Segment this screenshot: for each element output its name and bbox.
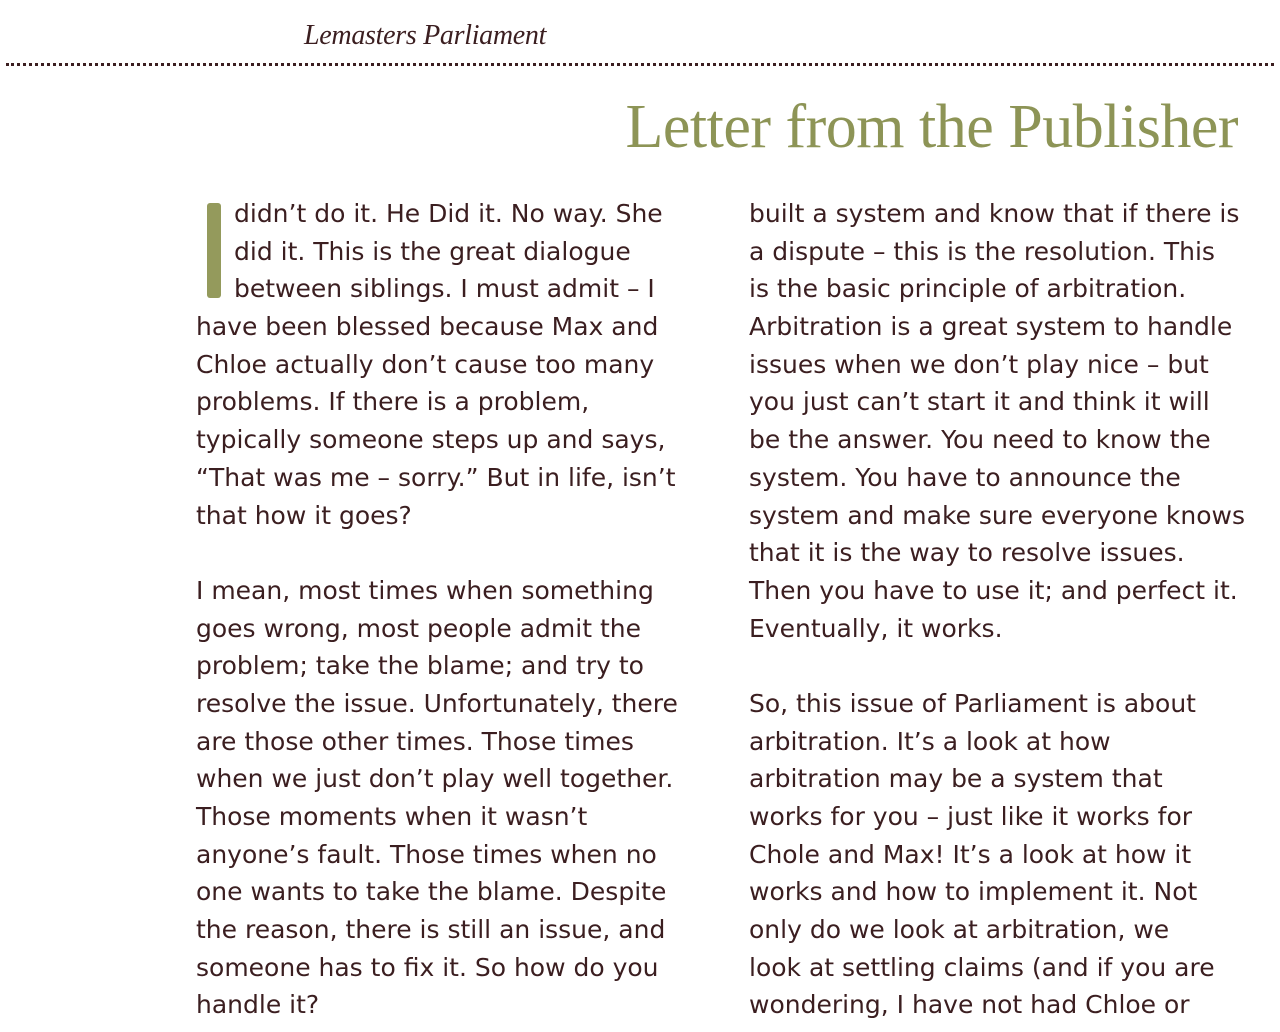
right-column <box>749 195 1249 1024</box>
text-line: system. You have to announce the <box>749 462 1181 492</box>
text-line: problems. If there is a problem, <box>196 387 590 417</box>
paragraph-gap <box>749 647 1249 685</box>
text-line: only do we look at arbitration, we <box>749 915 1170 945</box>
text-line: Arbitration is a great system to handle <box>749 312 1233 342</box>
text-line: arbitration. It’s a look at how <box>749 726 1111 756</box>
text-line: you just can’t start it and think it will <box>749 387 1210 417</box>
text-line: Chole and Max! It’s a look at how it <box>749 839 1192 869</box>
text-line: goes wrong, most people admit the <box>196 613 641 643</box>
text-line: between siblings. I must admit – I <box>234 274 655 304</box>
text-line: typically someone steps up and says, <box>196 425 666 455</box>
text-line: look at settling claims (and if you are <box>749 952 1215 982</box>
text-line: be the answer. You need to know the <box>749 425 1211 455</box>
text-line: Chloe actually don’t cause too many <box>196 349 655 379</box>
page-title: Letter from the Publisher <box>625 93 1238 161</box>
text-line: issues when we don’t play nice – but <box>749 349 1209 379</box>
text-line: Then you have to use it; and perfect it. <box>749 575 1238 605</box>
text-line: the reason, there is still an issue, and <box>196 915 666 945</box>
text-line: Those moments when it wasn’t <box>196 802 588 831</box>
text-line: that how it goes? <box>196 500 412 530</box>
text-line: a dispute – this is the resolution. This <box>749 236 1215 266</box>
text-line: works for you – just like it works for <box>749 802 1193 831</box>
dotted-divider <box>6 63 1274 66</box>
text-line: have been blessed because Max and <box>196 312 659 342</box>
text-line: resolve the issue. Unfortunately, there <box>196 688 678 718</box>
left-column <box>196 195 696 1024</box>
text-line: So, this issue of Parliament is about <box>749 688 1196 718</box>
text-line: when we just don’t play well together. <box>196 764 674 794</box>
paragraph-gap <box>196 534 696 572</box>
running-head: Lemasters Parliament <box>304 20 547 51</box>
text-line: anyone’s fault. Those times when no <box>196 839 657 869</box>
text-line: works and how to implement it. Not <box>749 877 1198 907</box>
text-line: “That was me – sorry.” But in life, isn’t <box>196 462 676 492</box>
text-line: wondering, I have not had Chloe or <box>749 990 1190 1020</box>
text-line: didn’t do it. He Did it. No way. She <box>234 199 663 228</box>
text-line: are those other times. Those times <box>196 726 634 756</box>
text-line: built a system and know that if there is <box>749 199 1240 228</box>
text-line: handle it? <box>196 990 320 1020</box>
text-line: someone has to fix it. So how do you <box>196 952 659 982</box>
text-line: one wants to take the blame. Despite <box>196 877 667 907</box>
text-line: did it. This is the great dialogue <box>234 236 631 266</box>
text-line: I mean, most times when something <box>196 575 654 605</box>
text-line: that it is the way to resolve issues. <box>749 538 1185 568</box>
text-line: system and make sure everyone knows <box>749 500 1246 530</box>
text-line: Eventually, it works. <box>749 613 1003 643</box>
text-line: problem; take the blame; and try to <box>196 651 644 681</box>
text-line: is the basic principle of arbitration. <box>749 274 1187 304</box>
text-line: arbitration may be a system that <box>749 764 1163 794</box>
